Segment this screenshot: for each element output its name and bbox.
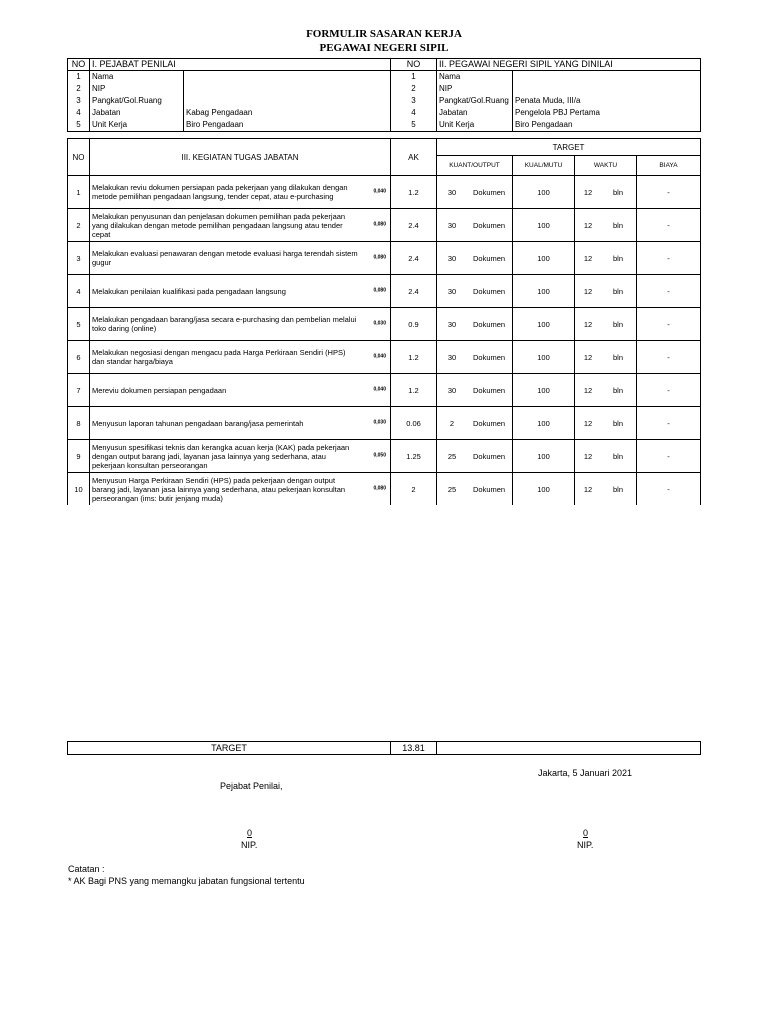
identity-row (68, 107, 701, 119)
task-qty-cell (437, 176, 513, 209)
sec1-row-no: 1 (68, 71, 90, 84)
task-waktu-cell (575, 176, 637, 209)
left-signer-nip: NIP. (241, 840, 258, 850)
total-empty (437, 742, 701, 755)
task-no: 3 (68, 242, 90, 275)
tasks-table (67, 138, 701, 505)
sec1-row-label: Nama (90, 71, 184, 84)
task-row (68, 341, 701, 374)
sec1-row-no: 3 (68, 95, 90, 107)
task-desc: Menyusun Harga Perkiraan Sendiri (HPS) pada pekerjaan dengan output barang jadi, layanan jasa lainnya yang sederhana, atau pekerjaan konsultan perseorangan (ims: butir jenjang muda) (92, 475, 346, 503)
task-waktu-cell (575, 374, 637, 407)
task-bobot: 0,050 (373, 452, 386, 459)
task-desc-cell (90, 176, 391, 209)
sec2-row-no: 2 (391, 83, 437, 95)
task-qty-unit: Dokumen (473, 451, 506, 461)
tasks-no-header: NO (68, 139, 90, 176)
task-desc: Menyusun spesifikasi teknis dan kerangka acuan kerja (KAK) pada pekerjaan dengan output barang jadi, layanan jasa lainnya yang sederhana, atau pekerjaan konsultan perseorangan (92, 442, 350, 470)
task-qty-cell (437, 440, 513, 473)
task-qty-unit: Dokumen (473, 286, 506, 296)
identity-row (68, 83, 701, 95)
task-desc-cell (90, 407, 391, 440)
task-no: 4 (68, 275, 90, 308)
col-waktu: WAKTU (575, 156, 637, 176)
task-desc-cell (90, 209, 391, 242)
task-biaya: - (637, 308, 701, 341)
task-qty-cell (437, 308, 513, 341)
task-row (68, 308, 701, 341)
task-no: 9 (68, 440, 90, 473)
task-biaya: - (637, 242, 701, 275)
task-biaya: - (637, 473, 701, 506)
task-mutu: 100 (513, 341, 575, 374)
task-no: 7 (68, 374, 90, 407)
task-waktu: 12 (583, 220, 593, 230)
task-bobot: 0,030 (373, 419, 386, 426)
col-kual: KUAL/MUTU (513, 156, 575, 176)
task-waktu-cell (575, 209, 637, 242)
task-qty: 30 (447, 220, 457, 230)
task-mutu: 100 (513, 407, 575, 440)
task-waktu: 12 (583, 187, 593, 197)
task-row (68, 275, 701, 308)
task-qty-unit: Dokumen (473, 253, 506, 263)
task-qty: 25 (447, 451, 457, 461)
task-mutu: 100 (513, 176, 575, 209)
task-desc-cell (90, 308, 391, 341)
task-waktu-cell (575, 407, 637, 440)
task-desc: Melakukan evaluasi penawaran dengan metode evaluasi harga terendah sistem gugur (92, 249, 358, 267)
task-ak: 0.9 (391, 308, 437, 341)
task-qty: 25 (447, 484, 457, 494)
task-no: 10 (68, 473, 90, 506)
task-row (68, 242, 701, 275)
sec1-row-no: 2 (68, 83, 90, 95)
task-desc: Melakukan penilaian kualifikasi pada pengadaan langsung (92, 286, 286, 296)
sec1-row-value (184, 95, 391, 107)
task-waktu-cell (575, 341, 637, 374)
form-subtitle: PEGAWAI NEGERI SIPIL (319, 42, 449, 54)
task-ak: 1.2 (391, 341, 437, 374)
task-desc-cell (90, 242, 391, 275)
left-signer-role: Pejabat Penilai, (220, 781, 283, 791)
task-bobot: 0,040 (373, 386, 386, 393)
note-text: * AK Bagi PNS yang memangku jabatan fungsional tertentu (68, 876, 305, 886)
task-waktu-unit: bln (613, 220, 624, 230)
sec2-no-header: NO (391, 59, 437, 71)
sec2-row-value (513, 71, 701, 84)
identity-row (68, 71, 701, 84)
task-desc: Mereviu dokumen persiapan pengadaan (92, 385, 227, 395)
task-qty: 30 (447, 286, 457, 296)
place-date: Jakarta, 5 Januari 2021 (538, 768, 633, 778)
right-signer-name: 0 (583, 828, 589, 838)
task-desc: Melakukan pengadaan barang/jasa secara e-purchasing dan pembelian melalui toko daring (online) (92, 315, 357, 333)
col-kuant: KUANT/OUTPUT (437, 156, 513, 176)
task-qty: 2 (449, 418, 455, 428)
task-waktu: 12 (583, 451, 593, 461)
sec1-row-no: 4 (68, 107, 90, 119)
task-row (68, 176, 701, 209)
task-qty-cell (437, 407, 513, 440)
task-ak: 2.4 (391, 242, 437, 275)
sec2-row-label: NIP (437, 83, 513, 95)
task-biaya: - (637, 209, 701, 242)
task-waktu-cell (575, 440, 637, 473)
task-qty-unit: Dokumen (473, 319, 506, 329)
sec2-row-label: Unit Kerja (437, 119, 513, 132)
task-waktu-unit: bln (613, 418, 624, 428)
task-desc: Melakukan reviu dokumen persiapan pada pekerjaan yang dilakukan dengan metode pemilihan pengadaan langsung, tender cepat, atau e-purchasing (92, 183, 348, 201)
sec2-row-no: 5 (391, 119, 437, 132)
sec1-no-header: NO (68, 59, 90, 71)
task-ak: 1.25 (391, 440, 437, 473)
task-qty: 30 (447, 187, 457, 197)
task-desc-cell (90, 341, 391, 374)
task-waktu-unit: bln (613, 484, 624, 494)
task-qty: 30 (447, 352, 457, 362)
task-biaya: - (637, 275, 701, 308)
task-ak: 2 (391, 473, 437, 506)
task-no: 5 (68, 308, 90, 341)
task-qty-unit: Dokumen (473, 484, 506, 494)
sec1-row-label: Unit Kerja (90, 119, 184, 132)
task-bobot: 0,080 (373, 287, 386, 294)
task-waktu-cell (575, 473, 637, 506)
task-desc: Melakukan penyusunan dan penjelasan dokumen pemilihan pada pekerjaan yang dilakukan dengan metode pemilihan pengadaan langsung atau tender cepat (92, 211, 346, 239)
tasks-title: III. KEGIATAN TUGAS JABATAN (90, 139, 391, 176)
task-desc: Melakukan negosiasi dengan mengacu pada Harga Perkiraan Sendiri (HPS) dan standar harga/biaya (92, 348, 346, 366)
col-biaya: BIAYA (637, 156, 701, 176)
task-desc-cell (90, 440, 391, 473)
task-qty-unit: Dokumen (473, 352, 506, 362)
task-biaya: - (637, 176, 701, 209)
task-qty-cell (437, 209, 513, 242)
sec1-row-label: NIP (90, 83, 184, 95)
task-waktu-unit: bln (613, 253, 624, 263)
sec1-title: I. PEJABAT PENILAI (90, 59, 391, 71)
sec2-row-value: Penata Muda, III/a (513, 95, 701, 107)
task-bobot: 0,080 (373, 485, 386, 492)
sec1-row-value (184, 71, 391, 84)
task-desc: Menyusun laporan tahunan pengadaan barang/jasa pemerintah (92, 418, 304, 428)
task-waktu: 12 (583, 286, 593, 296)
tasks-target-header: TARGET (437, 139, 701, 156)
sec2-row-label: Nama (437, 71, 513, 84)
task-ak: 1.2 (391, 176, 437, 209)
task-bobot: 0,080 (373, 221, 386, 228)
task-qty-unit: Dokumen (473, 220, 506, 230)
sec1-row-value (184, 83, 391, 95)
task-mutu: 100 (513, 242, 575, 275)
task-qty-unit: Dokumen (473, 187, 506, 197)
task-no: 1 (68, 176, 90, 209)
task-mutu: 100 (513, 308, 575, 341)
task-waktu: 12 (583, 352, 593, 362)
task-bobot: 0,030 (373, 320, 386, 327)
task-ak: 2.4 (391, 209, 437, 242)
sec1-row-value: Kabag Pengadaan (184, 107, 391, 119)
sec1-row-label: Jabatan (90, 107, 184, 119)
task-qty-unit: Dokumen (473, 385, 506, 395)
identity-table (67, 58, 701, 132)
task-row (68, 209, 701, 242)
task-biaya: - (637, 374, 701, 407)
task-mutu: 100 (513, 209, 575, 242)
total-value: 13.81 (391, 742, 437, 755)
task-mutu: 100 (513, 374, 575, 407)
task-qty-unit: Dokumen (473, 418, 506, 428)
task-qty-cell (437, 374, 513, 407)
task-no: 6 (68, 341, 90, 374)
task-qty: 30 (447, 385, 457, 395)
task-ak: 1.2 (391, 374, 437, 407)
task-qty: 30 (447, 253, 457, 263)
sec2-row-no: 3 (391, 95, 437, 107)
task-qty-cell (437, 242, 513, 275)
sec2-row-label: Jabatan (437, 107, 513, 119)
task-waktu-unit: bln (613, 286, 624, 296)
task-ak: 0.06 (391, 407, 437, 440)
task-desc-cell (90, 275, 391, 308)
task-waktu-unit: bln (613, 187, 624, 197)
task-ak: 2.4 (391, 275, 437, 308)
task-waktu-unit: bln (613, 385, 624, 395)
task-waktu-unit: bln (613, 451, 624, 461)
sec2-row-no: 1 (391, 71, 437, 84)
task-mutu: 100 (513, 275, 575, 308)
left-signer-name: 0 (247, 828, 253, 838)
right-signer-nip: NIP. (577, 840, 594, 850)
task-bobot: 0,080 (373, 254, 386, 261)
task-row (68, 473, 701, 506)
task-mutu: 100 (513, 473, 575, 506)
total-label: TARGET (68, 742, 391, 755)
sec1-row-no: 5 (68, 119, 90, 132)
sec2-title: II. PEGAWAI NEGERI SIPIL YANG DINILAI (437, 59, 701, 71)
task-bobot: 0,040 (373, 353, 386, 360)
form-title: FORMULIR SASARAN KERJA (306, 28, 462, 40)
task-qty: 30 (447, 319, 457, 329)
task-no: 2 (68, 209, 90, 242)
task-mutu: 100 (513, 440, 575, 473)
task-desc-cell (90, 374, 391, 407)
task-row (68, 407, 701, 440)
sec2-row-label: Pangkat/Gol.Ruang (437, 95, 513, 107)
sec2-row-no: 4 (391, 107, 437, 119)
identity-row (68, 119, 701, 132)
sec2-row-value: Pengelola PBJ Pertama (513, 107, 701, 119)
sec1-row-label: Pangkat/Gol.Ruang (90, 95, 184, 107)
sec2-row-value: Biro Pengadaan (513, 119, 701, 132)
note-title: Catatan : (68, 864, 105, 874)
task-biaya: - (637, 341, 701, 374)
sec2-row-value (513, 83, 701, 95)
task-row (68, 374, 701, 407)
task-waktu-cell (575, 242, 637, 275)
task-biaya: - (637, 407, 701, 440)
task-waktu-unit: bln (613, 319, 624, 329)
task-qty-cell (437, 473, 513, 506)
task-bobot: 0,040 (373, 188, 386, 195)
task-qty-cell (437, 341, 513, 374)
identity-row (68, 95, 701, 107)
task-waktu: 12 (583, 418, 593, 428)
task-row (68, 440, 701, 473)
task-waktu: 12 (583, 484, 593, 494)
task-desc-cell (90, 473, 391, 506)
total-table (67, 741, 701, 755)
task-waktu-cell (575, 275, 637, 308)
task-qty-cell (437, 275, 513, 308)
task-biaya: - (637, 440, 701, 473)
task-waktu-unit: bln (613, 352, 624, 362)
task-waktu-cell (575, 308, 637, 341)
task-waktu: 12 (583, 319, 593, 329)
sec1-row-value: Biro Pengadaan (184, 119, 391, 132)
task-waktu: 12 (583, 253, 593, 263)
task-waktu: 12 (583, 385, 593, 395)
task-no: 8 (68, 407, 90, 440)
tasks-ak-header: AK (391, 139, 437, 176)
